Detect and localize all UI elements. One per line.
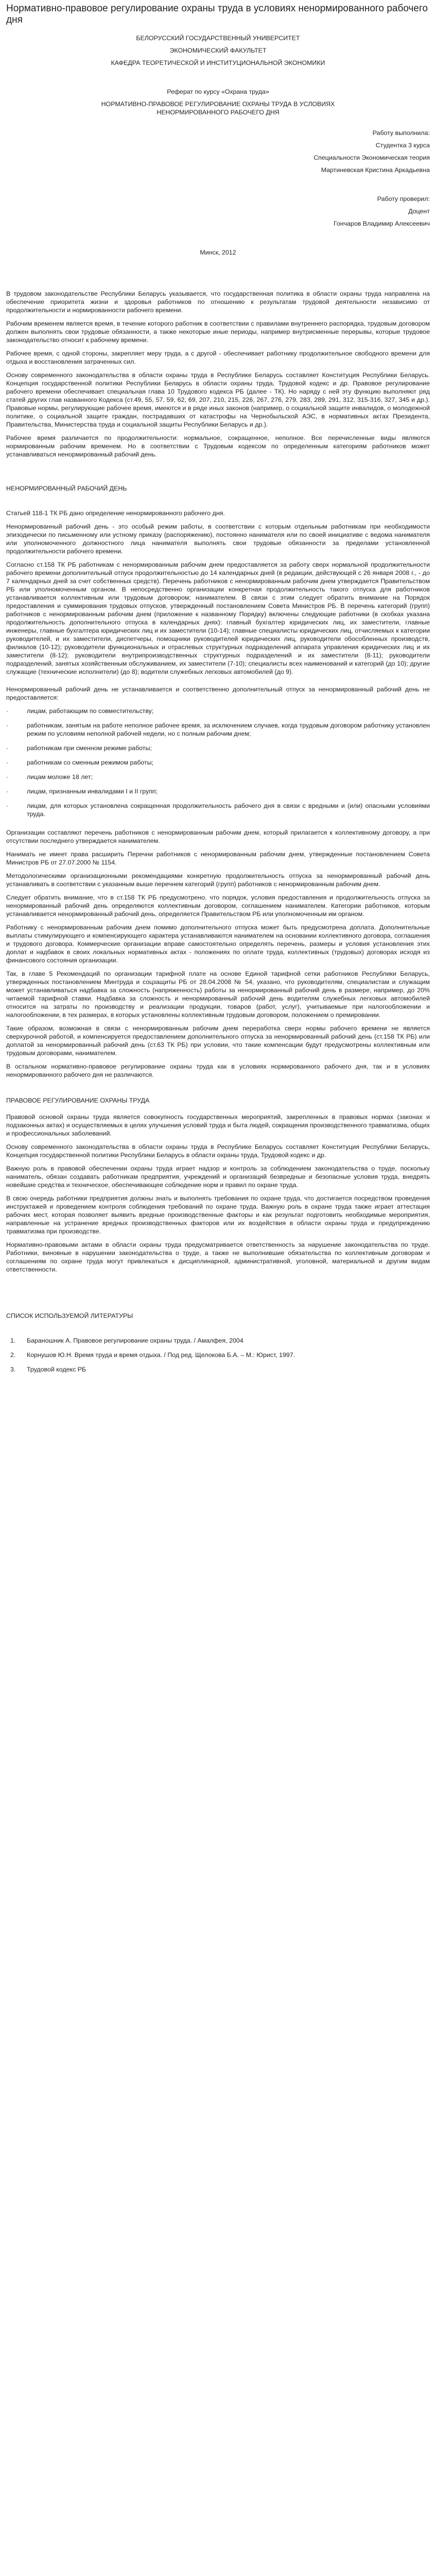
teacher-position: Доцент — [408, 208, 430, 215]
section-paragraph: Основу современного законодательства в области охраны труда в Республике Беларусь составляет Конституция Республики Беларусь, Концепция государственной политики Республики Беларусь в области охраны труда, Трудовой кодекс и др. — [6, 1143, 430, 1159]
checked-label: Работу проверил: — [377, 195, 430, 202]
list-bullet: · — [6, 788, 9, 795]
list-item: · лицам, работающим по совместительству; — [6, 707, 154, 715]
section-paragraph: Согласно ст.158 ТК РБ работникам с ненормированным рабочим днем предоставляется за работу сверх нормальной продолжительности рабочего времени дополнительный отпуск продолжительностью до 14 календарных дней (в редакции, действующей с 26 января 2008 г., - до 7 календарных дней за счет собственных средств). Перечень работников с ненормированным рабочим днем утверждается Правительством РБ или уполномоченным органом. В непосредственно организации конкретная продолжительность такого отпуска для работников устанавливается коллективным или трудовым договором; нанимателем. В связи с этим следует обратить внимание на Порядок предоставления и суммирования трудовых отпусков, утвержденный постановлением Совета Министров РБ. В перечень категорий (групп) работников с ненормированным рабочим днем (приложение к названному Порядку) включены следующие работники (в скобках указана продолжительность дополнительного отпуска в календарных днях): главный бухгалтер юридических лиц, их заместители, главные инженеры, главные бухгалтера юридических лиц и их заместители (10-14); главные специалисты юридических лиц, отчисляемых к категории руководителей, и их заместители, диспетчеры, помощники руководителей юридических лиц, руководители обособленных производств, филиалов (10-12); руководители функциональных и отраслевых структурных подразделений аппарата управления юридических лиц и их заместители (8-12); руководители внутрипроизводственных структурных подразделений и их заместители (8-11); руководители подразделений, занятых хозяйственным обслуживанием, их заместители (7-10); специалисты всех наименований и категорий (до 10); другие служащие (технические исполнители) (до 8); водители служебных легковых автомобилей (до 9). — [6, 561, 430, 675]
reference-text: Корнушов Ю.Н. Время труда и время отдыха. / Под ред. Щелокова Б.А. – М.: Юрист, 1997. — [27, 1351, 295, 1359]
list-item: · лицам моложе 18 лет; — [6, 773, 93, 781]
exclusions-list — [6, 707, 430, 818]
reference-number: 2. — [10, 1351, 16, 1359]
section-paragraph: Правовой основой охраны труда является совокупность государственных мероприятий, закрепленных в правовых нормах (законах и подзаконных актах) и осуществляемых в целях улучшения условий труда и быта людей, сокращения производственного травматизма, общих и профессиональных заболеваний. — [6, 1113, 430, 1137]
university-name: БЕЛОРУССКИЙ ГОСУДАРСТВЕННЫЙ УНИВЕРСИТЕТ — [136, 35, 300, 42]
section-paragraph: Организации составляют перечень работников с ненормированным рабочим днем, который прилагается к коллективному договору, а при отсутствии последнего утверждается нанимателем. — [6, 829, 430, 844]
intro-paragraph: Рабочее время различается по продолжительности: нормальное, сокращенное, неполное. Все перечисленные виды являются нормированным рабочим временем. Но в соответствии с Трудовым кодексом по определенным категориям работников может устанавливаться ненормированный рабочий день. — [6, 434, 430, 458]
document-title: Нормативно-правовое регулирование охраны труда в условиях ненормированного рабочего дня — [6, 3, 428, 25]
section-paragraph: Следует обратить внимание, что в ст.158 ТК РБ предусмотрено, что порядок, условия предоставления и продолжительность отпуска за ненормированный рабочий день определяются коллективным договором, соглашением нанимателем. Категории работников, которым устанавливается ненормированный рабочий день, определяется Правительством РБ или уполномоченным им органом. — [6, 894, 430, 918]
student-specialty: Специальности Экономическая теория — [313, 154, 430, 161]
student-name: Мартиневская Кристина Аркадьевна — [321, 166, 430, 174]
performed-label: Работу выполнила: — [372, 129, 430, 137]
section-heading: НЕНОРМИРОВАННЫЙ РАБОЧИЙ ДЕНЬ — [6, 485, 127, 492]
reference-item — [6, 1351, 430, 1359]
list-item: · работникам при сменном режиме работы; — [6, 744, 152, 752]
reference-text: Трудовой кодекс РБ — [27, 1366, 86, 1373]
teacher-name: Гончаров Владимир Алексеевич — [334, 220, 430, 227]
section-labor-protection — [6, 1096, 430, 1274]
section-paragraph: Нанимать не имеет права расширить Перечни работников с ненормированным рабочим днем, утвержденные постановлением Совета Министров РБ от 27.07.2000 № 1154. — [6, 851, 430, 866]
city-year: Минск, 2012 — [200, 249, 236, 256]
section-paragraph: Работнику с ненормированным рабочим днем помимо дополнительного отпуска может быть предусмотрена доплата. Дополнительные выплаты стимулирующего и компенсирующего характера устанавливаются нанимателем на основании коллективного договора, соглашения и трудового договора. Коммерческие организации вправе самостоятельно определять перечень, размеры и условия установления этих доплат и надбавок в своих локальных нормативных актах - положениях по оплате труда, коллективных (трудовых) договорах исходя из финансового состояния организации. — [6, 924, 430, 964]
topic-line-1: НОРМАТИВНО-ПРАВОВОЕ РЕГУЛИРОВАНИЕ ОХРАНЫ ТРУДА В УСЛОВИЯХ — [101, 100, 335, 108]
list-bullet: · — [6, 707, 9, 715]
list-item: · работникам со сменным режимом работы; — [6, 759, 154, 766]
student-course: Студентка 3 курса — [375, 142, 430, 149]
references-section — [6, 1312, 430, 1374]
section-paragraph: В остальном нормативно-правовое регулирование охраны труда как в условиях нормированного рабочего дня, так и в условиях ненормированного рабочего дня не различаются. — [6, 1063, 430, 1078]
reference-item — [6, 1365, 430, 1374]
list-bullet: · — [6, 744, 9, 752]
intro-paragraph: Рабочим временем является время, в течение которого работник в соответствии с правилами внутреннего распорядка, трудовым договором должен выполнять свои трудовые обязанности, а также некоторые иные периоды, например внутрисменные перерывы, которые трудовое законодательство относит к рабочему времени. — [6, 320, 430, 344]
list-bullet: · — [6, 759, 9, 766]
section-paragraph: Методологическими организационными рекомендациями конкретную продолжительность отпуска за ненормированный рабочий день устанавливать в соответствии с указанным выше перечнем категорий (групп) работников с ненормированным рабочим днем. — [6, 872, 430, 888]
reference-number: 1. — [10, 1337, 16, 1344]
list-item: · лицам, признанным инвалидами I и II групп; — [6, 788, 158, 795]
references-heading: СПИСОК ИСПОЛЬЗУЕМОЙ ЛИТЕРАТУРЫ — [6, 1312, 133, 1319]
section-paragraph: Важную роль в правовой обеспечении охраны труда играет надзор и контроль за соблюдением законодательства о труде, поскольку наниматель, обязан создавать работникам предприятия, учреждений и организаций безвредные и безопасные условия труда, внедрять новейшие средства и техническое, обеспечивающее соблюдение норм и правил по охране труда. — [6, 1165, 430, 1189]
faculty-name: ЭКОНОМИЧЕСКИЙ ФАКУЛЬТЕТ — [169, 47, 267, 54]
intro-paragraph: В трудовом законодательстве Республики Беларусь указывается, что государственная политика в области охраны труда направлена на обеспечение приоритета жизни и здоровья работников по отношению к результатам трудовой деятельности независимо от продолжительности и нормированности рабочего времени. — [6, 290, 430, 314]
section-paragraph: Ненормированный рабочий день - это особый режим работы, в соответствии с которым отдельным работникам при необходимости эпизодически по письменному или устному приказу (распоряжению), постоянно нанимателя или по своей инициативе с ведома нанимателя или уполномоченного должностного лица нанимателя выполнять свои трудовые обязанности за пределами установленной продолжительности рабочего времени. — [6, 523, 430, 555]
department-name: КАФЕДРА ТЕОРЕТИЧЕСКОЙ И ИНСТИТУЦИОНАЛЬНОЙ ЭКОНОМИКИ — [111, 59, 325, 66]
referat-line: Реферат по курсу «Охрана труда» — [167, 88, 269, 95]
section-irregular-day — [6, 484, 430, 1079]
intro-paragraph: Основу современного законодательства в области охраны труда в Республике Беларусь составляет Конституция Республики Беларусь. Концепция государственной политики Республики Беларусь в области охраны труда, Трудовой кодекс и др. Правовое регулирование рабочего времени обеспечивает специальная глава 10 Трудового кодекса РБ (далее - ТК). Но наряду с ней эту функцию выполняют ряд статей других глав названного Кодекса (ст.49, 55, 57, 59, 62, 69, 207, 210, 215, 226, 267, 276, 279, 283, 289, 291, 312, 315-316, 327, 345 и др.). Правовые нормы, регулирующие рабочее время, имеются и в ряде иных законов (например, о социальной защите инвалидов, о молодежной политике, о социальной защите граждан, пострадавших от катастрофы на Чернобыльской АЭС, в нормативных актах Президента, Правительства, Министерства труда и социальной защиты Республики Беларусь и др.). — [6, 371, 430, 428]
list-bullet: · — [6, 722, 9, 729]
list-item: · работникам, занятым на работе неполное рабочее время, за исключением случаев, когда трудовым договором работнику установлен режим по условиям неполной рабочей недели, но с полным рабочим днем; — [6, 722, 430, 737]
section-paragraph: Так, в главе 5 Рекомендаций по организации тарифной плате на основе Единой тарифной сетки работников Республики Беларусь, утвержденных постановлением Минтруда и соцзащиты РБ от 28.04.2008 № 54, указано, что руководителям, специалистам и служащим может устанавливаться надбавка за сложность (напряженность) работы за ненормированный рабочий день в размере, например, до 20% читаемой тарифной ставки. Надбавка за сложность и ненормированный рабочий день водителям служебных легковых автомобилей относится на затраты по производству и реализации продукции, товаров (работ, услуг), учитываемые при налогообложении и налогообложении, в тех размерах, в которых установлены коллективным трудовым договором, положением о премировании. — [6, 970, 430, 1019]
reference-item — [6, 1336, 430, 1345]
reference-text: Бараношник А. Правовое регулирование охраны труда. / Амалфея, 2004 — [27, 1337, 243, 1344]
topic-line-2: НЕНОРМИРОВАННОГО РАБОЧЕГО ДНЯ — [156, 109, 280, 116]
list-bullet: · — [6, 773, 9, 781]
section-heading: ПРАВОВОЕ РЕГУЛИРОВАНИЕ ОХРАНЫ ТРУДА — [6, 1097, 150, 1104]
list-bullet: · — [6, 802, 9, 809]
section-paragraph: В свою очередь работники предприятия должны знать и выполнять требования по охране труда, что достигается посредством проведения инструктажей и проведением контроля соблюдения требований по охране труда. Важную роль в охране труда также играет аттестация рабочих мест, которая позволяет выявить вредные производственные факторы и как результат подготовить необходимые мероприятия, направленные на устранение вредных производственных факторов или их воздействия в области охраны труда и предупреждению травматизма при производстве. — [6, 1195, 430, 1235]
reference-number: 3. — [10, 1366, 16, 1373]
intro-section — [6, 290, 430, 459]
list-intro-paragraph: Ненормированный рабочий день не устанавливается и соответственно дополнительный отпуск за ненормированный рабочий день не предоставляется: — [6, 686, 430, 701]
intro-paragraph: Рабочее время, с одной стороны, закрепляет меру труда, а с другой - обеспечивает работнику продолжительное свободного времени для отдыха и восстановления затраченных сил. — [6, 350, 430, 365]
list-item: · лицам, для которых установлена сокращенная продолжительность рабочего дня в связи с вредными и (или) опасными условиями труда. — [6, 802, 430, 818]
section-paragraph: Нормативно-правовыми актами в области охраны труда предусматривается ответственность за нарушение законодательства по труде. Работники, виновные в нарушении законодательства о труде, а также не выполнившие обязательства по коллективным договорам и соглашениям по охране труда могут привлекаться к дисциплинарной, административной, уголовной, материальной и другим видам ответственности. — [6, 1241, 430, 1273]
section-paragraph: Такие образом, возможная в связи с ненормированным рабочим днем переработка сверх нормы рабочего времени не является сверхурочной работой, и компенсируется предоставлением дополнительного отпуска за ненормированный рабочий день (ст.158 ТК РБ) или доплатой за ненормированный рабочий день (ст.63 ТК РБ) при условии, что такие компенсации будут предусмотрены коллективным или трудовым договорами, нанимателем. — [6, 1025, 430, 1057]
section-paragraph: Статьей 118-1 ТК РБ дано определение ненормированного рабочего дня. — [6, 510, 225, 517]
